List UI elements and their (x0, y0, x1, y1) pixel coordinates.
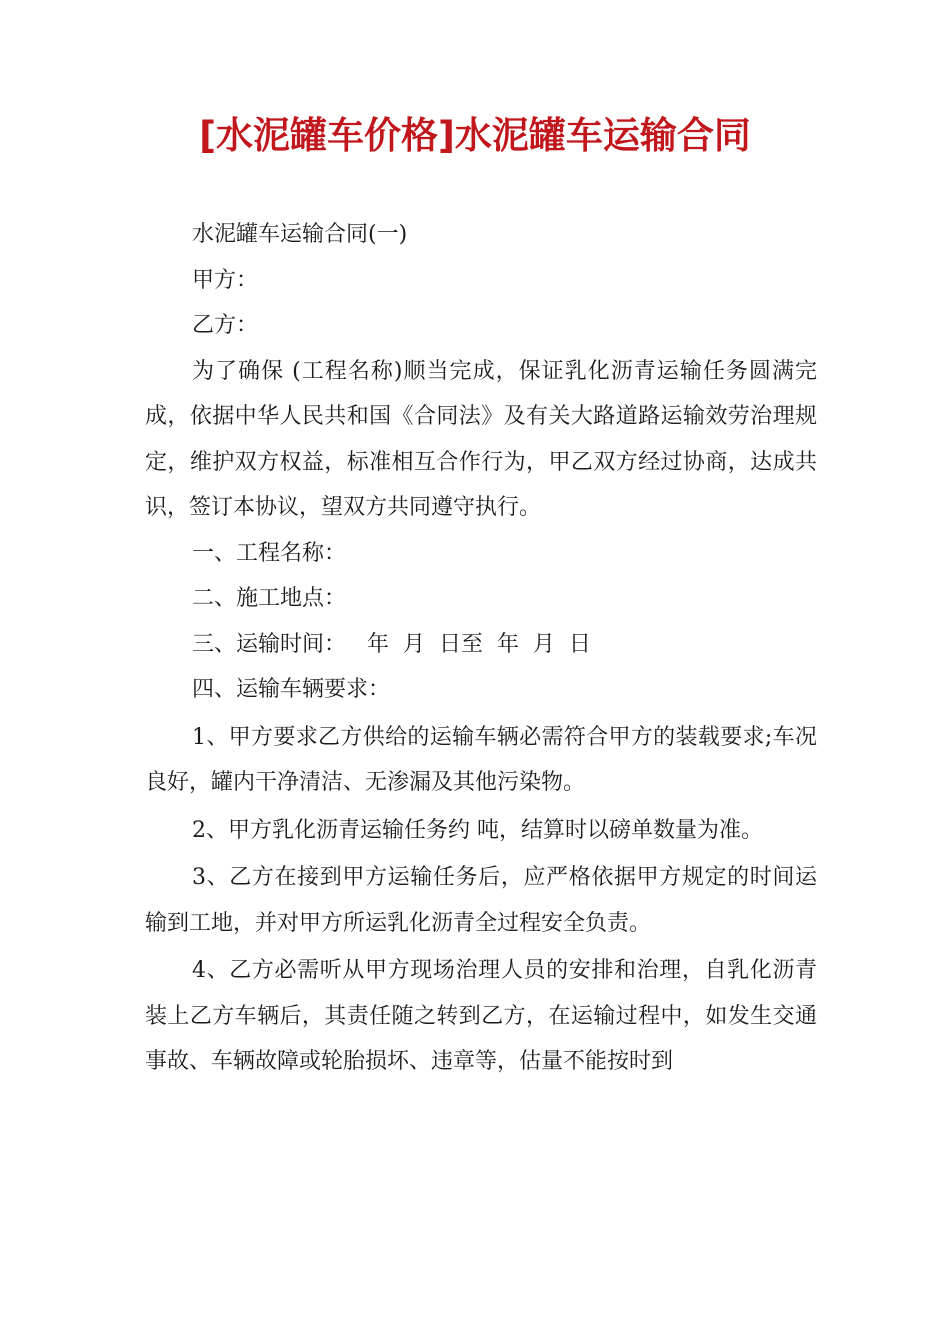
document-body (145, 212, 817, 1085)
clause-1: 1、甲方要求乙方供给的运输车辆必需符合甲方的装载要求;车况良好，罐内干净清洁、无渗漏及其他污染物。 (145, 724, 817, 795)
clause-2: 2、甲方乳化沥青运输任务约 吨，结算时以磅单数量为准。 (192, 817, 763, 843)
party-a-line: 甲方： (192, 267, 259, 293)
document-title: [水泥罐车价格]水泥罐车运输合同 (199, 114, 751, 157)
clause-4: 4、乙方必需听从甲方现场治理人员的安排和治理，自乳化沥青装上乙方车辆后，其责任随之转到乙方，在运输过程中，如发生交通事故、车辆故障或轮胎损坏、违章等，估量不能按时到 (145, 958, 817, 1074)
section-project-name: 一、工程名称： (192, 540, 347, 566)
contract-heading: 水泥罐车运输合同(一) (192, 222, 408, 247)
section-vehicle-requirements: 四、运输车辆要求： (192, 677, 391, 702)
section-transport-time: 三、运输时间： 年 月 日至 年 月 日 (192, 631, 591, 657)
clause-3: 3、乙方在接到甲方运输任务后，应严格依据甲方规定的时间运输到工地，并对甲方所运乳化沥青全过程安全负责。 (145, 865, 817, 936)
party-b-line: 乙方： (192, 313, 259, 338)
section-site-location: 二、施工地点： (192, 586, 347, 611)
preamble-paragraph: 为了确保 (工程名称)顺当完成，保证乳化沥青运输任务圆满完成，依据中华人民共和国《合同法》及有关大路道路运输效劳治理规定，维护双方权益，标准相互合作行为，甲乙双方经过协商，达成共识，签订本协议，望双方共同遵守执行。 (145, 358, 817, 520)
